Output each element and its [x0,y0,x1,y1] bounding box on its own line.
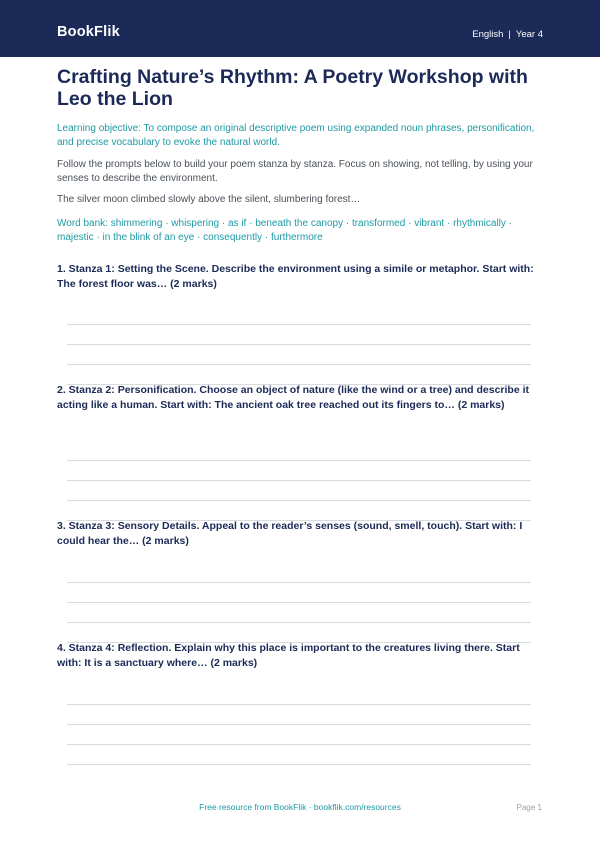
footer-resource-link[interactable]: Free resource from BookFlik · bookflik.com/resources [199,802,401,812]
question-1: 1. Stanza 1: Setting the Scene. Describe the environment using a simile or metaphor. Start with: The forest floor was… (2 marks) [57,263,534,290]
answer-line[interactable] [67,324,531,325]
page-number: Page 1 [516,803,542,812]
worksheet-title: Crafting Nature’s Rhythm: A Poetry Workshop with Leo the Lion [57,66,528,110]
subject-name: English [472,29,504,40]
brand-logo[interactable]: BookFlik [57,24,120,40]
answer-line[interactable] [67,704,531,705]
answer-line[interactable] [67,500,531,501]
answer-line[interactable] [67,622,531,623]
subject-label [472,29,543,40]
question-4: 4. Stanza 4: Reflection. Explain why this place is important to the creatures living there. Start with: It is a sanctuary where… (2 marks) [57,642,520,669]
answer-line[interactable] [67,480,531,481]
answer-line[interactable] [67,744,531,745]
word-bank: Word bank: shimmering · whispering · as if · beneath the canopy · transformed · vibrant · rhythmically · majestic · in the blink of an eye · consequently · furthermore [57,218,512,243]
answer-line[interactable] [67,764,531,765]
instructions: Follow the prompts below to build your poem stanza by stanza. Focus on showing, not telling, by using your senses to describe the environment. [57,159,533,184]
answer-line[interactable] [67,724,531,725]
learning-objective: Learning objective: To compose an original descriptive poem using expanded noun phrases, personification, and precise vocabulary to evoke the natural world. [57,123,535,148]
year-level: Year 4 [515,29,543,40]
question-2: 2. Stanza 2: Personification. Choose an object of nature (like the wind or a tree) and describe it acting like a human. Start with: The ancient oak tree reached out its fingers to… (2 marks) [57,384,530,411]
answer-line[interactable] [67,602,531,603]
answer-line[interactable] [67,460,531,461]
answer-line[interactable] [67,344,531,345]
separator: | [508,29,511,40]
poem-starter: The silver moon climbed slowly above the silent, slumbering forest… [57,194,361,205]
header-bar [0,0,600,57]
answer-line[interactable] [67,582,531,583]
answer-line[interactable] [67,364,531,365]
question-3: 3. Stanza 3: Sensory Details. Appeal to the reader’s senses (sound, smell, touch). Start with: I could hear the… (2 marks) [57,520,523,547]
